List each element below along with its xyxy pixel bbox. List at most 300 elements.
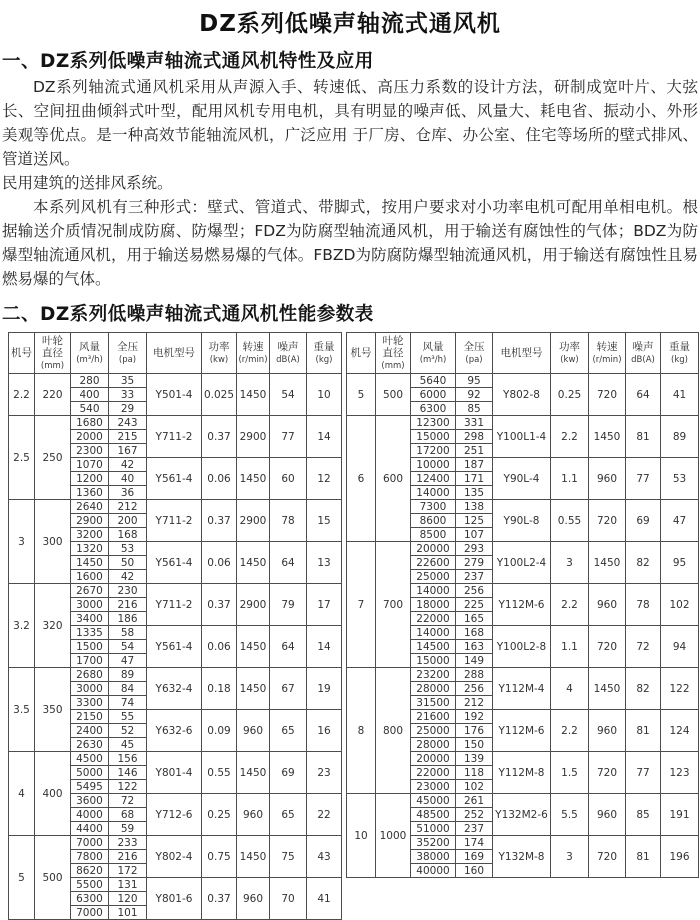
weight-cell: 43	[307, 836, 342, 878]
weight-cell: 16	[307, 710, 342, 752]
col-header: 风量 (m³/h)	[71, 333, 109, 374]
pressure-cell: 139	[456, 752, 493, 766]
weight-cell: 22	[307, 794, 342, 836]
pressure-cell: 216	[109, 850, 147, 864]
airflow-cell: 5500	[71, 878, 109, 892]
airflow-cell: 2680	[71, 668, 109, 682]
pressure-cell: 187	[456, 458, 493, 472]
airflow-cell: 7800	[71, 850, 109, 864]
noise-cell: 82	[626, 668, 661, 710]
pressure-cell: 47	[109, 654, 147, 668]
pressure-cell: 101	[109, 906, 147, 920]
pressure-cell: 215	[109, 430, 147, 444]
pressure-cell: 35	[109, 374, 147, 388]
power-cell: 0.55	[551, 500, 589, 542]
col-header: 电机型号	[147, 333, 202, 374]
airflow-cell: 6300	[411, 402, 456, 416]
motor-model-cell: Y801-4	[147, 752, 202, 794]
fan-size-cell: 3.2	[9, 584, 35, 668]
col-header: 叶轮 直径 (mm)	[35, 333, 71, 374]
pressure-cell: 74	[109, 696, 147, 710]
weight-cell: 17	[307, 584, 342, 626]
col-header: 噪声 dB(A)	[270, 333, 307, 374]
noise-cell: 65	[270, 794, 307, 836]
airflow-cell: 2630	[71, 738, 109, 752]
speed-cell: 960	[237, 710, 270, 752]
impeller-diameter-cell: 500	[35, 836, 71, 920]
col-header: 噪声 dB(A)	[626, 333, 661, 374]
motor-model-cell: Y90L-8	[493, 500, 551, 542]
weight-cell: 14	[307, 626, 342, 668]
motor-model-cell: Y100L1-4	[493, 416, 551, 458]
airflow-cell: 7300	[411, 500, 456, 514]
pressure-cell: 120	[109, 892, 147, 906]
pressure-cell: 216	[109, 598, 147, 612]
pressure-cell: 279	[456, 556, 493, 570]
impeller-diameter-cell: 400	[35, 752, 71, 836]
airflow-cell: 1320	[71, 542, 109, 556]
airflow-cell: 35200	[411, 836, 456, 850]
impeller-diameter-cell: 700	[376, 542, 411, 668]
pressure-cell: 33	[109, 388, 147, 402]
col-header: 全压 (pa)	[109, 333, 147, 374]
airflow-cell: 2300	[71, 444, 109, 458]
motor-model-cell: Y561-4	[147, 458, 202, 500]
fan-size-cell: 8	[347, 668, 376, 794]
pressure-cell: 53	[109, 542, 147, 556]
airflow-cell: 8620	[71, 864, 109, 878]
airflow-cell: 3600	[71, 794, 109, 808]
fan-size-cell: 6	[347, 416, 376, 542]
fan-size-cell: 2.2	[9, 374, 35, 416]
noise-cell: 65	[270, 710, 307, 752]
pressure-cell: 165	[456, 612, 493, 626]
pressure-cell: 54	[109, 640, 147, 654]
motor-model-cell: Y100L2-4	[493, 542, 551, 584]
weight-cell: 122	[661, 668, 699, 710]
page-title: DZ系列低噪声轴流式通风机	[199, 11, 501, 37]
weight-cell: 95	[661, 542, 699, 584]
airflow-cell: 2400	[71, 724, 109, 738]
noise-cell: 78	[626, 584, 661, 626]
pressure-cell: 52	[109, 724, 147, 738]
speed-cell: 720	[589, 500, 626, 542]
airflow-cell: 14500	[411, 640, 456, 654]
pressure-cell: 149	[456, 654, 493, 668]
fan-size-cell: 5	[9, 836, 35, 920]
noise-cell: 78	[270, 500, 307, 542]
airflow-cell: 14000	[411, 584, 456, 598]
power-cell: 4	[551, 668, 589, 710]
motor-model-cell: Y801-6	[147, 878, 202, 920]
pressure-cell: 168	[109, 528, 147, 542]
col-header: 重量 (kg)	[661, 333, 699, 374]
pressure-cell: 174	[456, 836, 493, 850]
pressure-cell: 288	[456, 668, 493, 682]
airflow-cell: 2670	[71, 584, 109, 598]
airflow-cell: 2900	[71, 514, 109, 528]
noise-cell: 82	[626, 542, 661, 584]
pressure-cell: 92	[456, 388, 493, 402]
fan-size-cell: 3.5	[9, 668, 35, 752]
power-cell: 0.25	[551, 374, 589, 416]
pressure-cell: 84	[109, 682, 147, 696]
airflow-cell: 25000	[411, 724, 456, 738]
airflow-cell: 20000	[411, 542, 456, 556]
impeller-diameter-cell: 300	[35, 500, 71, 584]
col-header: 电机型号	[493, 333, 551, 374]
motor-model-cell: Y112M-8	[493, 752, 551, 794]
impeller-diameter-cell: 600	[376, 416, 411, 542]
col-header: 转速 (r/min)	[237, 333, 270, 374]
pressure-cell: 186	[109, 612, 147, 626]
pressure-cell: 256	[456, 682, 493, 696]
airflow-cell: 3400	[71, 612, 109, 626]
pressure-cell: 200	[109, 514, 147, 528]
fan-size-cell: 4	[9, 752, 35, 836]
airflow-cell: 1200	[71, 472, 109, 486]
airflow-cell: 4000	[71, 808, 109, 822]
pressure-cell: 172	[109, 864, 147, 878]
col-header: 机号	[347, 333, 376, 374]
speed-cell: 2900	[237, 500, 270, 542]
airflow-cell: 5495	[71, 780, 109, 794]
pressure-cell: 298	[456, 430, 493, 444]
airflow-cell: 1500	[71, 640, 109, 654]
weight-cell: 124	[661, 710, 699, 752]
weight-cell: 123	[661, 752, 699, 794]
airflow-cell: 31500	[411, 696, 456, 710]
motor-model-cell: Y112M-6	[493, 710, 551, 752]
fan-size-cell: 5	[347, 374, 376, 416]
noise-cell: 69	[626, 500, 661, 542]
col-header: 转速 (r/min)	[589, 333, 626, 374]
weight-cell: 19	[307, 668, 342, 710]
airflow-cell: 3000	[71, 598, 109, 612]
motor-model-cell: Y632-4	[147, 668, 202, 710]
col-header: 功率 (kw)	[551, 333, 589, 374]
airflow-cell: 4400	[71, 822, 109, 836]
pressure-cell: 212	[109, 500, 147, 514]
airflow-cell: 28000	[411, 682, 456, 696]
airflow-cell: 3200	[71, 528, 109, 542]
performance-table-right	[346, 332, 699, 878]
pressure-cell: 59	[109, 822, 147, 836]
airflow-cell: 1360	[71, 486, 109, 500]
pressure-cell: 107	[456, 528, 493, 542]
power-cell: 0.06	[202, 626, 237, 668]
noise-cell: 81	[626, 710, 661, 752]
pressure-cell: 89	[109, 668, 147, 682]
speed-cell: 1450	[237, 752, 270, 794]
airflow-cell: 280	[71, 374, 109, 388]
pressure-cell: 261	[456, 794, 493, 808]
pressure-cell: 225	[456, 598, 493, 612]
airflow-cell: 8600	[411, 514, 456, 528]
speed-cell: 1450	[237, 458, 270, 500]
noise-cell: 60	[270, 458, 307, 500]
airflow-cell: 23200	[411, 668, 456, 682]
speed-cell: 1450	[237, 668, 270, 710]
noise-cell: 81	[626, 836, 661, 878]
airflow-cell: 14000	[411, 486, 456, 500]
motor-model-cell: Y711-2	[147, 416, 202, 458]
speed-cell: 1450	[237, 542, 270, 584]
col-header: 风量 (m³/h)	[411, 333, 456, 374]
airflow-cell: 7000	[71, 906, 109, 920]
speed-cell: 1450	[237, 626, 270, 668]
speed-cell: 720	[589, 836, 626, 878]
section1-heading: 一、DZ系列低噪声轴流式通风机特性及应用	[2, 51, 374, 72]
airflow-cell: 51000	[411, 822, 456, 836]
pressure-cell: 138	[456, 500, 493, 514]
airflow-cell: 2640	[71, 500, 109, 514]
power-cell: 0.025	[202, 374, 237, 416]
impeller-diameter-cell: 800	[376, 668, 411, 794]
fan-size-cell: 2.5	[9, 416, 35, 500]
noise-cell: 72	[626, 626, 661, 668]
motor-model-cell: Y112M-4	[493, 668, 551, 710]
power-cell: 0.06	[202, 542, 237, 584]
power-cell: 0.18	[202, 668, 237, 710]
impeller-diameter-cell: 500	[376, 374, 411, 416]
motor-model-cell: Y112M-6	[493, 584, 551, 626]
airflow-cell: 18000	[411, 598, 456, 612]
impeller-diameter-cell: 320	[35, 584, 71, 668]
power-cell: 0.37	[202, 416, 237, 458]
airflow-cell: 45000	[411, 794, 456, 808]
noise-cell: 64	[270, 626, 307, 668]
power-cell: 2.2	[551, 584, 589, 626]
noise-cell: 81	[626, 416, 661, 458]
motor-model-cell: Y632-6	[147, 710, 202, 752]
pressure-cell: 29	[109, 402, 147, 416]
weight-cell: 23	[307, 752, 342, 794]
power-cell: 1.1	[551, 626, 589, 668]
impeller-diameter-cell: 220	[35, 374, 71, 416]
weight-cell: 102	[661, 584, 699, 626]
col-header: 机号	[9, 333, 35, 374]
pressure-cell: 36	[109, 486, 147, 500]
noise-cell: 64	[626, 374, 661, 416]
power-cell: 3	[551, 542, 589, 584]
col-header: 重量 (kg)	[307, 333, 342, 374]
weight-cell: 53	[661, 458, 699, 500]
airflow-cell: 48500	[411, 808, 456, 822]
airflow-cell: 3300	[71, 696, 109, 710]
noise-cell: 70	[270, 878, 307, 920]
fan-size-cell: 10	[347, 794, 376, 878]
power-cell: 2.2	[551, 710, 589, 752]
power-cell: 1.5	[551, 752, 589, 794]
power-cell: 0.25	[202, 794, 237, 836]
airflow-cell: 2150	[71, 710, 109, 724]
weight-cell: 47	[661, 500, 699, 542]
power-cell: 2.2	[551, 416, 589, 458]
pressure-cell: 42	[109, 570, 147, 584]
speed-cell: 960	[237, 878, 270, 920]
noise-cell: 75	[270, 836, 307, 878]
weight-cell: 12	[307, 458, 342, 500]
impeller-diameter-cell: 250	[35, 416, 71, 500]
noise-cell: 77	[626, 752, 661, 794]
impeller-diameter-cell: 1000	[376, 794, 411, 878]
airflow-cell: 22600	[411, 556, 456, 570]
noise-cell: 67	[270, 668, 307, 710]
variants-paragraph: 本系列风机有三种形式：壁式、管道式、带脚式，按用户要求对小功率电机可配用单相电机。根据输送介质情况制成防腐、防爆型；FDZ为防腐型轴流通风机，用于输送有腐蚀性的气体；BDZ为防爆型轴流通风机，用于输送易燃易爆的气体。FBZD为防腐防爆型轴流通风机，用于输送有腐蚀性且易燃易爆的气体。	[2, 198, 698, 288]
power-cell: 0.37	[202, 584, 237, 626]
airflow-cell: 28000	[411, 738, 456, 752]
pressure-cell: 160	[456, 864, 493, 878]
airflow-cell: 1335	[71, 626, 109, 640]
power-cell: 0.37	[202, 878, 237, 920]
pressure-cell: 192	[456, 710, 493, 724]
airflow-cell: 38000	[411, 850, 456, 864]
fan-size-cell: 7	[347, 542, 376, 668]
features-paragraph: DZ系列轴流式通风机采用从声源入手、转速低、高压力系数的设计方法，研制成宽叶片、大弦长、空间扭曲倾斜式叶型，配用风机专用电机，具有明显的噪声低、风量大、耗电省、振动小、外形美观等优点。是一种高效节能轴流风机，广泛应用 于厂房、仓库、办公室、住宅等场所的壁式排风、管道送风。	[2, 78, 698, 168]
pressure-cell: 256	[456, 584, 493, 598]
airflow-cell: 5000	[71, 766, 109, 780]
pressure-cell: 251	[456, 444, 493, 458]
airflow-cell: 1680	[71, 416, 109, 430]
motor-model-cell: Y561-4	[147, 542, 202, 584]
airflow-cell: 8500	[411, 528, 456, 542]
airflow-cell: 400	[71, 388, 109, 402]
pressure-cell: 252	[456, 808, 493, 822]
speed-cell: 2900	[237, 584, 270, 626]
airflow-cell: 40000	[411, 864, 456, 878]
pressure-cell: 163	[456, 640, 493, 654]
motor-model-cell: Y711-2	[147, 584, 202, 626]
pressure-cell: 131	[109, 878, 147, 892]
speed-cell: 720	[589, 752, 626, 794]
pressure-cell: 125	[456, 514, 493, 528]
performance-table-left	[8, 332, 342, 920]
speed-cell: 720	[589, 374, 626, 416]
fan-size-cell: 3	[9, 500, 35, 584]
airflow-cell: 14000	[411, 626, 456, 640]
noise-cell: 69	[270, 752, 307, 794]
speed-cell: 720	[589, 626, 626, 668]
motor-model-cell: Y712-6	[147, 794, 202, 836]
pressure-cell: 50	[109, 556, 147, 570]
speed-cell: 1450	[237, 374, 270, 416]
airflow-cell: 6000	[411, 388, 456, 402]
noise-cell: 79	[270, 584, 307, 626]
motor-model-cell: Y132M-8	[493, 836, 551, 878]
col-header: 功率 (kw)	[202, 333, 237, 374]
weight-cell: 191	[661, 794, 699, 836]
airflow-cell: 25000	[411, 570, 456, 584]
speed-cell: 1450	[589, 542, 626, 584]
pressure-cell: 237	[456, 570, 493, 584]
pressure-cell: 212	[456, 696, 493, 710]
motor-model-cell: Y90L-4	[493, 458, 551, 500]
airflow-cell: 3000	[71, 682, 109, 696]
noise-cell: 77	[270, 416, 307, 458]
airflow-cell: 15000	[411, 430, 456, 444]
impeller-diameter-cell: 350	[35, 668, 71, 752]
airflow-cell: 1070	[71, 458, 109, 472]
airflow-cell: 10000	[411, 458, 456, 472]
airflow-cell: 22000	[411, 766, 456, 780]
pressure-cell: 171	[456, 472, 493, 486]
power-cell: 0.55	[202, 752, 237, 794]
speed-cell: 960	[589, 710, 626, 752]
motor-model-cell: Y132M2-6	[493, 794, 551, 836]
pressure-cell: 45	[109, 738, 147, 752]
power-cell: 0.06	[202, 458, 237, 500]
motor-model-cell: Y711-2	[147, 500, 202, 542]
pressure-cell: 122	[109, 780, 147, 794]
speed-cell: 960	[589, 794, 626, 836]
pressure-cell: 146	[109, 766, 147, 780]
pressure-cell: 233	[109, 836, 147, 850]
weight-cell: 10	[307, 374, 342, 416]
airflow-cell: 22000	[411, 612, 456, 626]
power-cell: 0.37	[202, 500, 237, 542]
pressure-cell: 85	[456, 402, 493, 416]
airflow-cell: 23000	[411, 780, 456, 794]
weight-cell: 94	[661, 626, 699, 668]
airflow-cell: 2000	[71, 430, 109, 444]
pressure-cell: 237	[456, 822, 493, 836]
speed-cell: 960	[589, 584, 626, 626]
airflow-cell: 1450	[71, 556, 109, 570]
noise-cell: 77	[626, 458, 661, 500]
pressure-cell: 58	[109, 626, 147, 640]
section2-heading: 二、DZ系列低噪声轴流式通风机性能参数表	[2, 304, 374, 325]
speed-cell: 1450	[589, 416, 626, 458]
airflow-cell: 5640	[411, 374, 456, 388]
pressure-cell: 102	[456, 780, 493, 794]
airflow-cell: 17200	[411, 444, 456, 458]
speed-cell: 1450	[589, 668, 626, 710]
airflow-cell: 12400	[411, 472, 456, 486]
power-cell: 5.5	[551, 794, 589, 836]
pressure-cell: 135	[456, 486, 493, 500]
motor-model-cell: Y561-4	[147, 626, 202, 668]
speed-cell: 960	[589, 458, 626, 500]
airflow-cell: 7000	[71, 836, 109, 850]
noise-cell: 54	[270, 374, 307, 416]
pressure-cell: 95	[456, 374, 493, 388]
power-cell: 3	[551, 836, 589, 878]
airflow-cell: 4500	[71, 752, 109, 766]
weight-cell: 41	[307, 878, 342, 920]
pressure-cell: 168	[456, 626, 493, 640]
weight-cell: 196	[661, 836, 699, 878]
speed-cell: 2900	[237, 416, 270, 458]
power-cell: 1.1	[551, 458, 589, 500]
pressure-cell: 167	[109, 444, 147, 458]
airflow-cell: 6300	[71, 892, 109, 906]
pressure-cell: 40	[109, 472, 147, 486]
pressure-cell: 331	[456, 416, 493, 430]
col-header: 叶轮 直径 (mm)	[376, 333, 411, 374]
civil-building-line: 民用建筑的送排风系统。	[2, 174, 173, 192]
speed-cell: 1450	[237, 836, 270, 878]
airflow-cell: 15000	[411, 654, 456, 668]
airflow-cell: 20000	[411, 752, 456, 766]
pressure-cell: 156	[109, 752, 147, 766]
airflow-cell: 1700	[71, 654, 109, 668]
col-header: 全压 (pa)	[456, 333, 493, 374]
weight-cell: 13	[307, 542, 342, 584]
motor-model-cell: Y802-8	[493, 374, 551, 416]
pressure-cell: 68	[109, 808, 147, 822]
speed-cell: 960	[237, 794, 270, 836]
